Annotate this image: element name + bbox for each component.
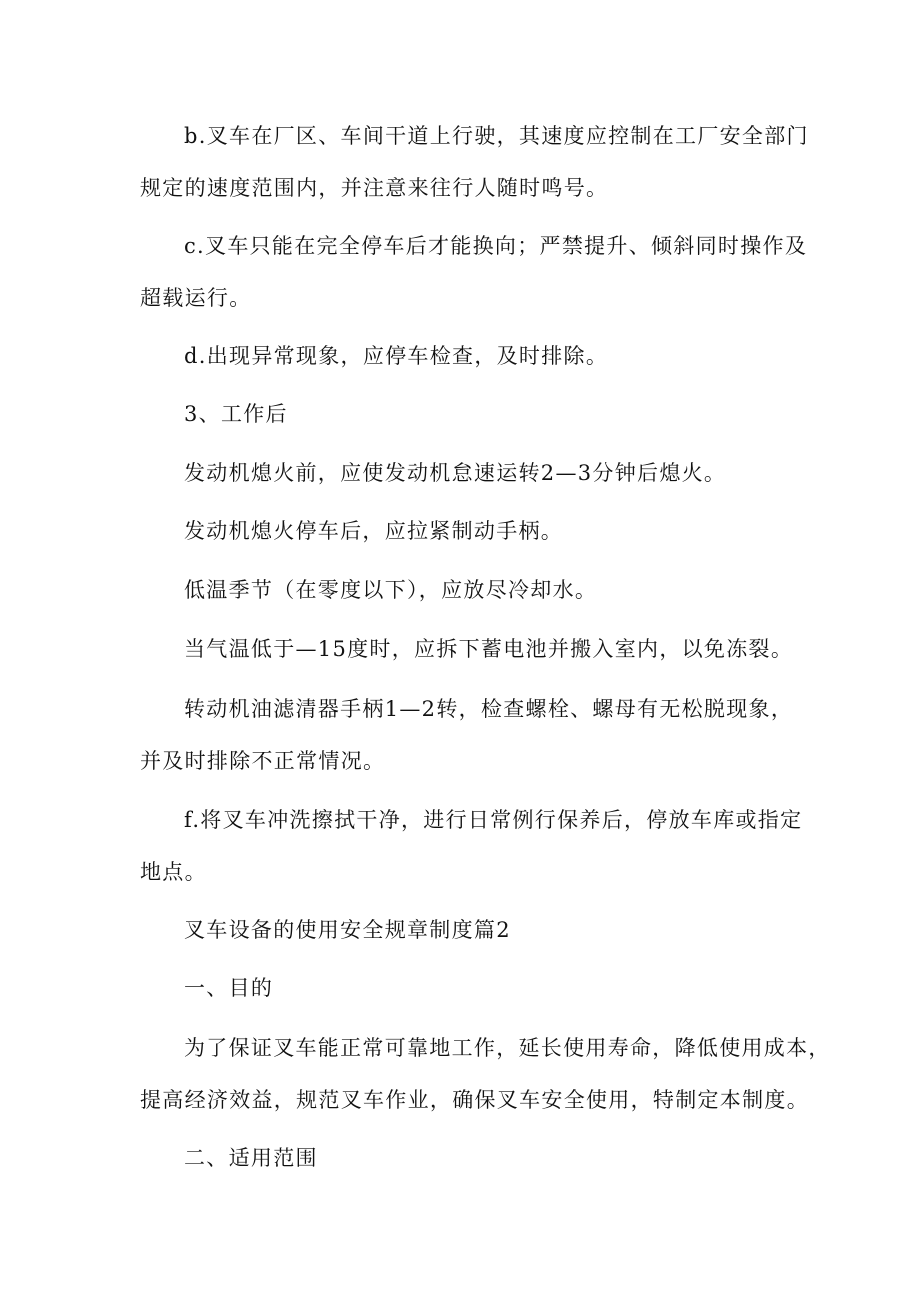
paragraph-line: 并及时排除不正常情况。 — [140, 749, 386, 773]
paragraph-brake — [140, 505, 800, 557]
paragraph-d — [140, 330, 800, 382]
paragraph-line: 提高经济效益，规范叉车作业，确保叉车安全使用，特制定本制度。 — [140, 1088, 809, 1112]
paragraph-line: 规定的速度范围内，并注意来往行人随时鸣号。 — [140, 176, 609, 200]
paragraph-line: 叉车设备的使用安全规章制度篇2 — [184, 918, 511, 942]
paragraph-line: b.叉车在厂区、车间干道上行驶，其速度应控制在工厂安全部门 — [184, 124, 809, 148]
paragraph-line: 转动机油滤清器手柄1—2转，检查螺栓、螺母有无松脱现象， — [184, 697, 794, 721]
paragraph-line: 一、目的 — [184, 976, 274, 1000]
paragraph-f — [140, 794, 803, 898]
paragraph-line: 发动机熄火停车后，应拉紧制动手柄。 — [184, 519, 564, 543]
section-heading-scope — [140, 1132, 800, 1184]
paragraph-battery — [140, 623, 800, 675]
paragraph-line: 地点。 — [140, 860, 207, 884]
paragraph-line: 为了保证叉车能正常可靠地工作，延长使用寿命，降低使用成本， — [184, 1036, 831, 1060]
paragraph-oil-filter — [140, 683, 800, 787]
paragraph-line: 3、工作后 — [184, 402, 288, 426]
paragraph-c — [140, 220, 808, 324]
section-title-part-2 — [140, 904, 800, 956]
paragraph-line: 当气温低于—15度时，应拆下蓄电池并搬入室内，以免冻裂。 — [184, 637, 794, 661]
paragraph-line: c.叉车只能在完全停车后才能换向；严禁提升、倾斜同时操作及 — [184, 234, 808, 258]
paragraph-line: 超载运行。 — [140, 286, 252, 310]
paragraph-line: 二、适用范围 — [184, 1146, 318, 1170]
paragraph-line: 发动机熄火前，应使发动机怠速运转2—3分钟后熄火。 — [184, 461, 727, 485]
paragraph-b — [140, 110, 809, 214]
paragraph-engine-off — [140, 447, 800, 499]
paragraph-line: f.将叉车冲洗擦拭干净，进行日常例行保养后，停放车库或指定 — [184, 808, 803, 832]
paragraph-line: 低温季节（在零度以下），应放尽冷却水。 — [184, 578, 598, 602]
paragraph-cold-season — [140, 564, 800, 616]
section-heading-after-work — [140, 388, 800, 440]
paragraph-line: d.出现异常现象，应停车检查，及时排除。 — [184, 344, 609, 368]
paragraph-purpose — [140, 1022, 831, 1126]
section-heading-purpose — [140, 962, 800, 1014]
